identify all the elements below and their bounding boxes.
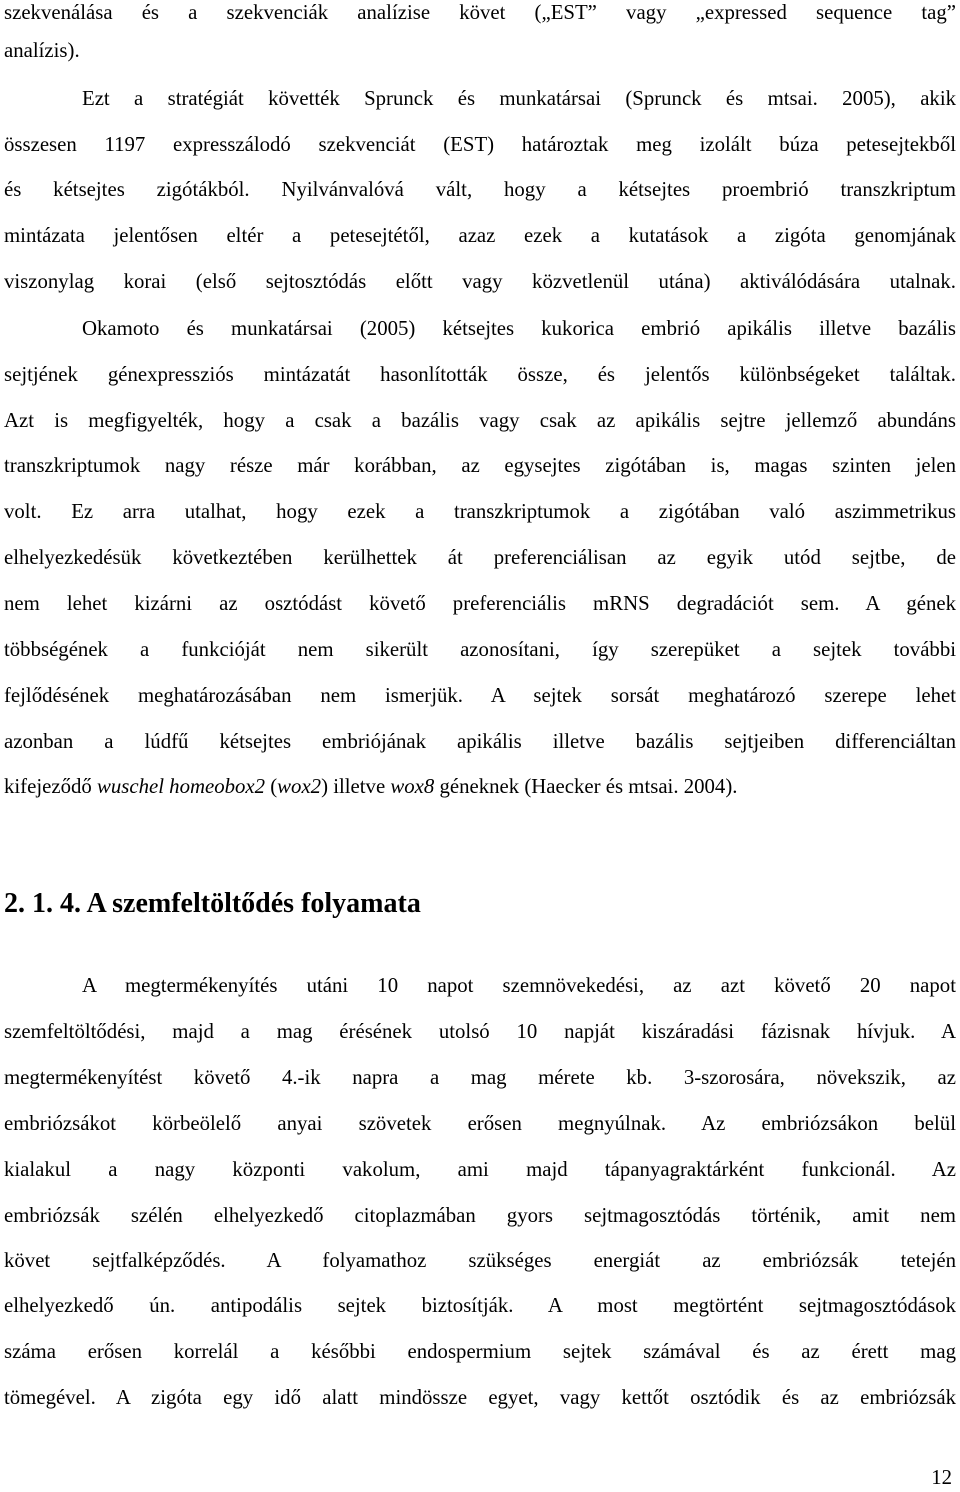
text-line: A megtermékenyítés utáni 10 napot szemnövekedési, az azt követő 20 napot [82,974,956,997]
text-line: megtermékenyítést követő 4.-ik napra a mag mérete kb. 3-szorosára, növekszik, az [4,1066,956,1089]
text-line: szekvenálása és a szekvenciák analízise követ („EST” vagy „expressed sequence tag” [4,1,956,24]
text-line: elhelyezkedésük következtében kerülhettek át preferenciálisan az egyik utód sejtbe, de [4,546,956,569]
text-line: nem lehet kizárni az osztódást követő preferenciális mRNS degradációt sem. A gének [4,592,956,615]
gene-name-italic: wox2 [277,775,322,798]
text-line: száma erősen korrelál a későbbi endospermium sejtek számával és az érett mag [4,1340,956,1363]
text-span: ) illetve [321,775,391,798]
gene-name-italic: wox8 [390,775,435,798]
text-line: viszonylag korai (első sejtosztódás előtt vagy közvetlenül utána) aktiválódására utalnak. [4,270,956,293]
paragraph-last-line [4,774,956,800]
text-line: transzkriptumok nagy része már korábban, az egysejtes zigótában is, magas szinten jelen [4,454,956,477]
text-line: elhelyezkedő ún. antipodális sejtek biztosítják. A most megtörtént sejtmagosztódások [4,1294,956,1317]
section-heading: 2. 1. 4. A szemfeltöltődés folyamata [4,888,421,919]
text-line: volt. Ez arra utalhat, hogy ezek a transzkriptumok a zigótában való aszimmetrikus [4,500,956,523]
text-line: összesen 1197 expresszálodó szekvenciát (EST) határoztak meg izolált búza petesejtekből [4,133,956,156]
text-line: követ sejtfalképződés. A folyamathoz szükséges energiát az embriózsák tetején [4,1249,956,1272]
text-line: sejtjének génexpressziós mintázatát hasonlították össze, és jelentős különbségeket találtak. [4,363,956,386]
gene-name-italic: wuschel homeobox2 [96,775,266,798]
text-line: szemfeltöltődési, majd a mag érésének utolsó 10 napját kiszáradási fázisnak hívjuk. A [4,1020,956,1043]
page-number: 12 [931,1466,952,1489]
text-line: embriózsákot körbeölelő anyai szövetek erősen megnyúlnak. Az embriózsákon belül [4,1112,956,1135]
text-span: kifejeződő [4,775,97,798]
text-span: ( [265,775,278,798]
text-line: fejlődésének meghatározásában nem ismerjük. A sejtek sorsát meghatározó szerepe lehet [4,684,956,707]
text-line: többségének a funkcióját nem sikerült azonosítani, így szerepüket a sejtek további [4,638,956,661]
text-line: tömegével. A zigóta egy idő alatt mindössze egyet, vagy kettőt osztódik és az embriózsák [4,1386,956,1409]
text-line: embriózsák szélén elhelyezkedő citoplazmában gyors sejtmagosztódás történik, amit nem [4,1204,956,1227]
text-line: Ezt a stratégiát követték Sprunck és munkatársai (Sprunck és mtsai. 2005), akik [82,87,956,110]
text-line: analízis). [4,39,80,62]
text-line: és kétsejtes zigótákból. Nyilvánvalóvá vált, hogy a kétsejtes proembrió transzkriptum [4,178,956,201]
text-span: géneknek (Haecker és mtsai. 2004). [434,775,738,798]
text-line: kialakul a nagy központi vakolum, ami majd tápanyagraktárként funkcionál. Az [4,1158,956,1181]
text-line: Azt is megfigyelték, hogy a csak a bazális vagy csak az apikális sejtre jellemző abundáns [4,409,956,432]
text-line: azonban a lúdfű kétsejtes embriójának apikális illetve bazális sejtjeiben differenciáltan [4,730,956,753]
text-line: Okamoto és munkatársai (2005) kétsejtes kukorica embrió apikális illetve bazális [82,317,956,340]
text-line: mintázata jelentősen eltér a petesejtétől, azaz ezek a kutatások a zigóta genomjának [4,224,956,247]
